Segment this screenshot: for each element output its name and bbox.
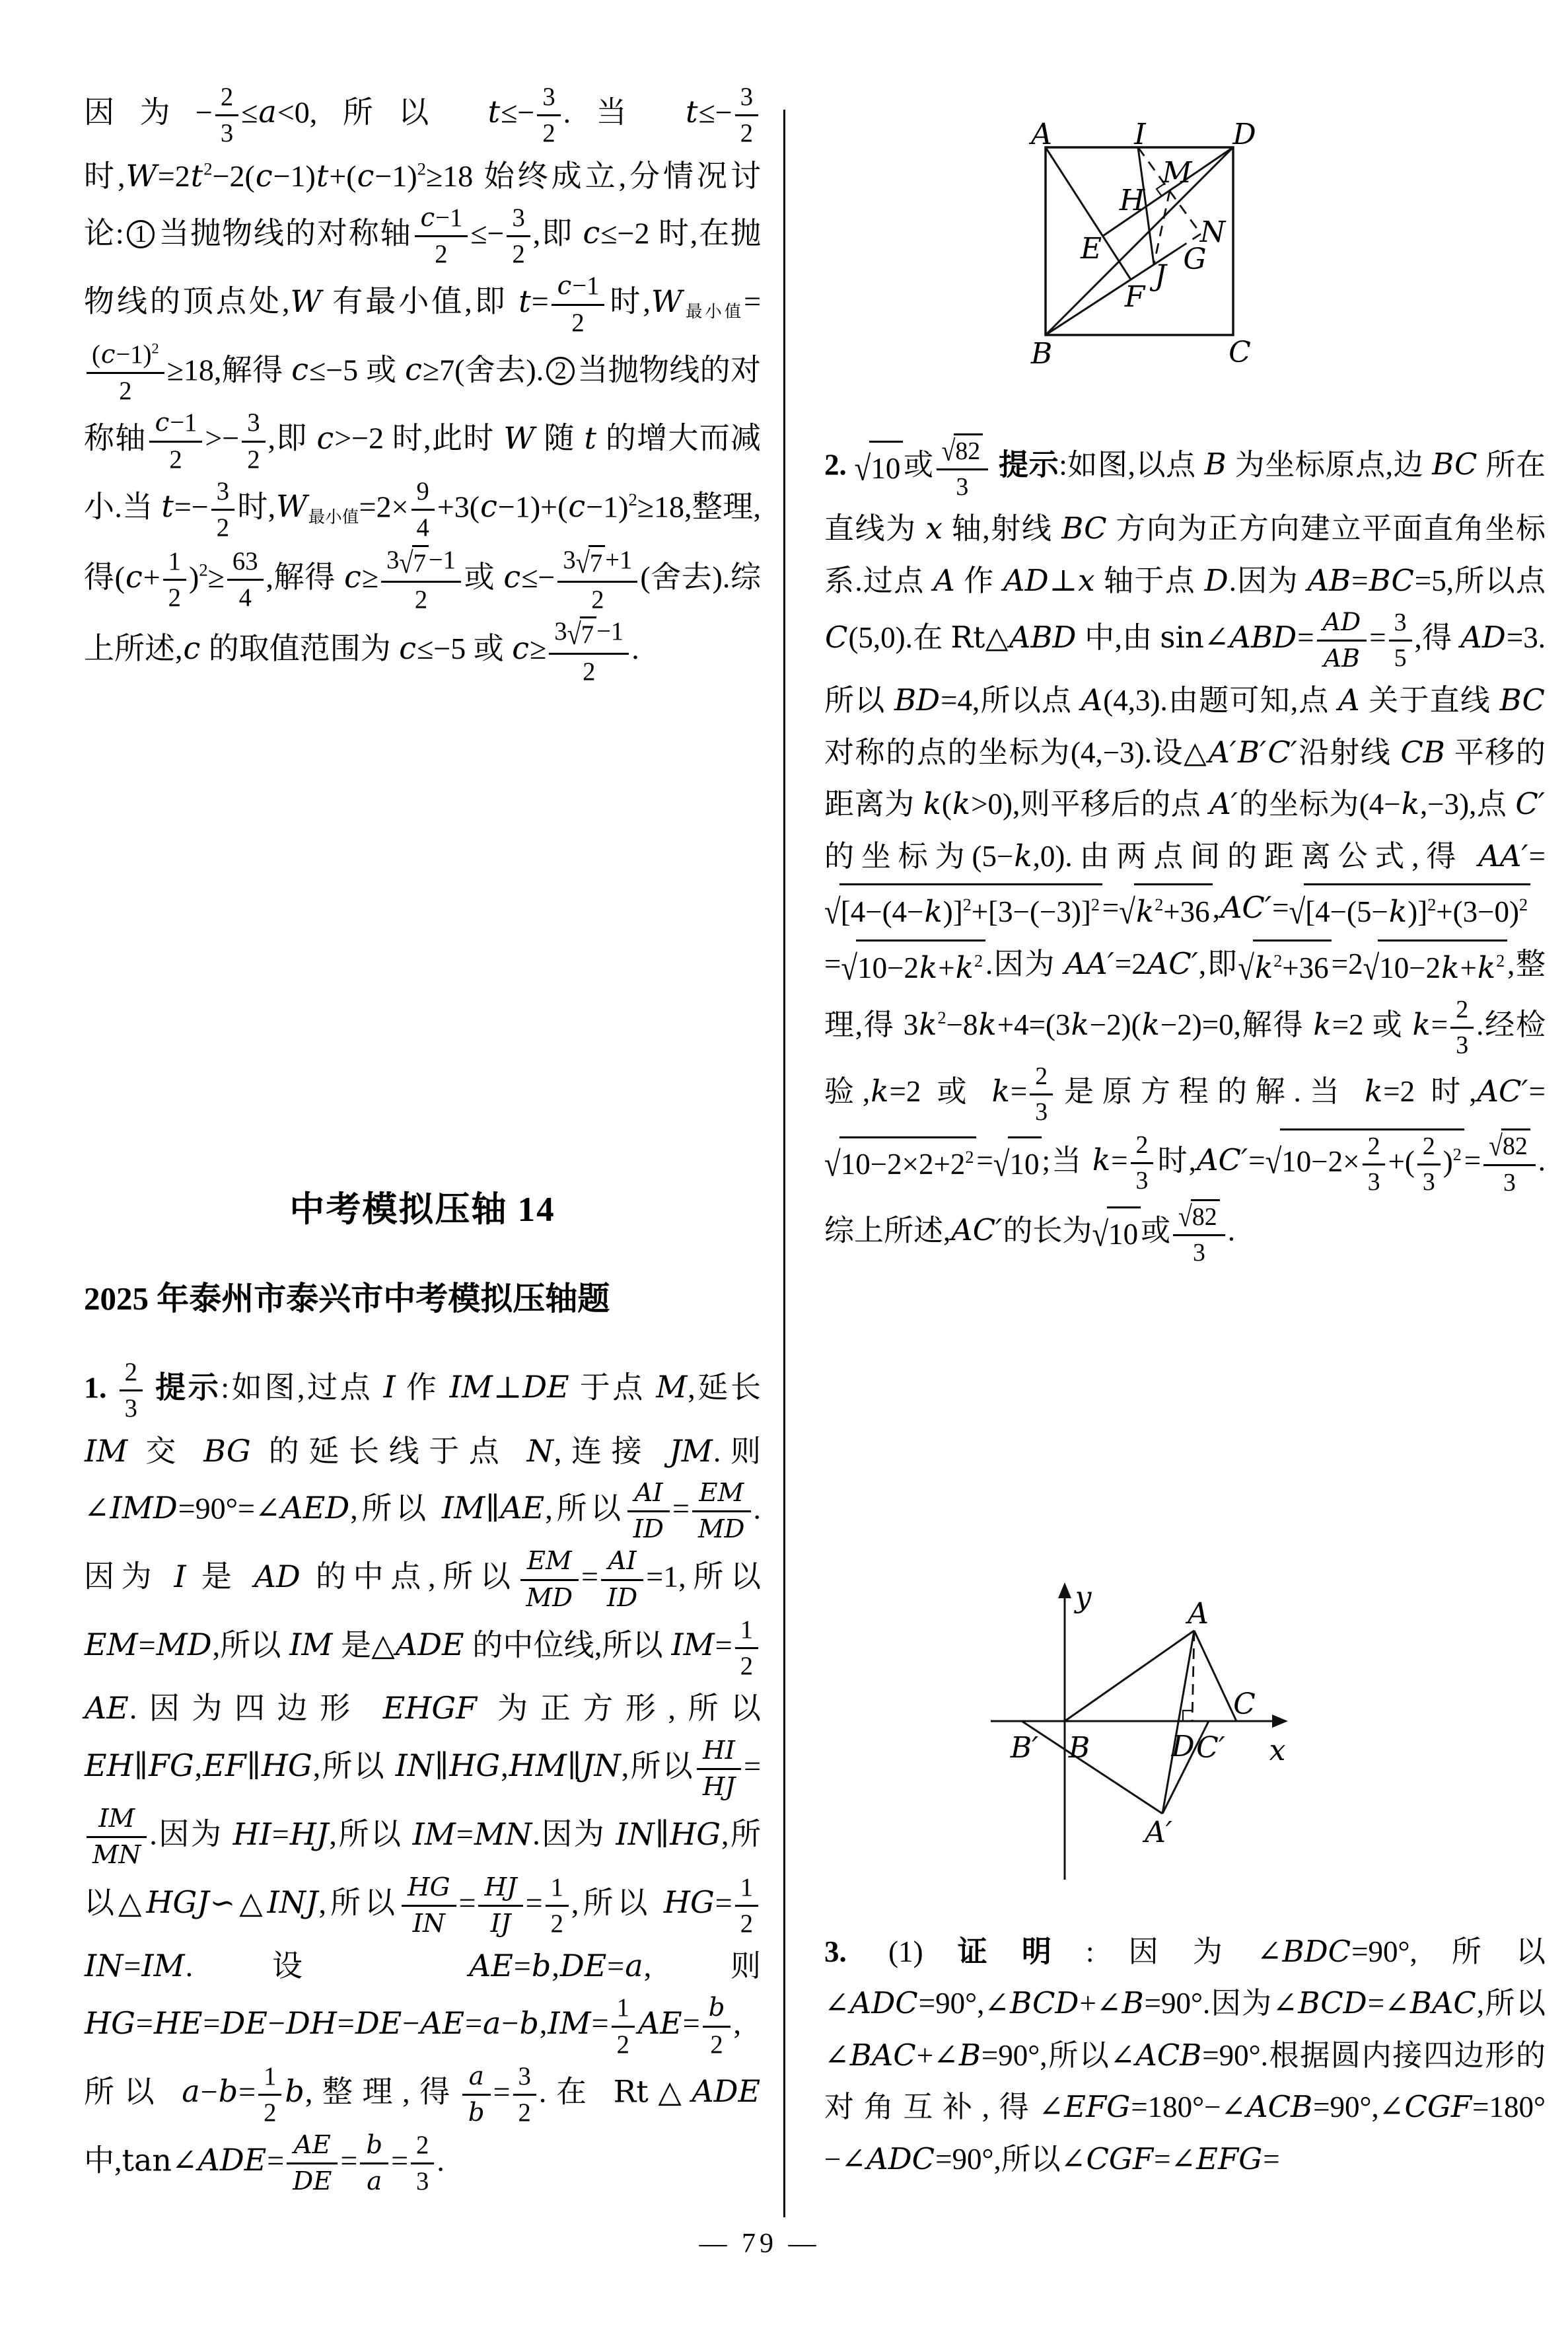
problem3-solution: 3. (1)证明:因为∠BDC=90°,所以∠ADC=90°,∠BCD+∠B=90°.因为∠BCD=∠BAC,所以∠BAC+∠B=90°,所以∠ACB=90°.根据圆内接四边形的对角互补,得∠EFG=180°−∠ACB=90°,∠CGF=180°−∠ADC=90°,所以∠CGF=∠EFG= bbox=[824, 1934, 1546, 2176]
problem2-solution: 2. √10或 $\frac{√82}{3}$ 提示:如图,以点 B 为坐标原点,边 BC 所在直线为 x 轴,射线 BC 方向为正方向建立平面直角坐标系.过点 A 作 AD⊥x 轴于点 D.因为 AB=BC=5,所以点 C(5,0).在 Rt△ABD 中,由 sin∠ABD= $\frac{AD}{AB}$ = $\frac{3}{5}$ ,得 AD=3.所以 BD=4,所以点 A(4,3).由题可知,点 A 关于直线 BC 对称的点的坐标为(4,−3).设△A′B′C′沿射线 CB 平移的距离为 k(k>0),则平移后的点 A′的坐标为(4−k,−3),点 C′的坐标为(5−k,0).由两点间的距离公式,得 $AA'=√[4-(4-k)]^2+[3-(-3)]^2=√k^2+36,AC'=√[4-(5-k)]^2+(3-0)^2=√10-2k+k^2$.因为 AA′=2AC′,即$√k^2+36=2√10-2k+k^2$,整理,得 $3k^2-8k+4=(3k-2)(k-2)=0$,解得 k=2 或 k= $\frac{2}{3}$ .经检验,k=2 或 k= $\frac{2}{3}$ 是原方程的解.当 k=2 时$,AC'=√10-2\times 2+2^2=√10$;当 k= $\frac{2}{3}$ 时,AC′=√10−2× $\frac{2}{3}$ +( $\frac{2}{3}$ )$^2$= $\frac{√82}{3}$ .综上所述,AC′的长为√10或 $\frac{√82}{3}$ . bbox=[824, 433, 1546, 1269]
right-column bbox=[824, 63, 1546, 2283]
section-heading: 中考模拟压轴 14 bbox=[289, 1191, 555, 1229]
fig2-label-x: x bbox=[1269, 1734, 1286, 1767]
right-angle-mark-D bbox=[1183, 1711, 1192, 1721]
fig1-label-J: J bbox=[1155, 259, 1166, 293]
fig2-label-A: A bbox=[1188, 1597, 1209, 1631]
right-angle-mark-M bbox=[1157, 184, 1164, 196]
fig1-label-B: B bbox=[1030, 337, 1053, 371]
fig1-label-A: A bbox=[1031, 118, 1052, 151]
fig2-label-B: B bbox=[1068, 1731, 1090, 1765]
exam-subtitle: 2025 年泰州市泰兴市中考模拟压轴题 bbox=[84, 1280, 610, 1317]
fig2-label-D: D bbox=[1171, 1730, 1195, 1763]
fig2-label-y: y bbox=[1075, 1580, 1092, 1614]
fig1-label-G: G bbox=[1183, 242, 1207, 276]
fig2-label-C: C bbox=[1233, 1687, 1256, 1721]
fig1-label-C: C bbox=[1229, 336, 1251, 369]
problem1-solution: 1. $\frac{2}{3}$ 提示:如图,过点 I 作 IM⊥DE 于点 M,延长 IM 交 BG 的延长线于点 N,连接 JM.则∠IMD=90°=∠AED,所以 IM∥AE,所以 $\frac{AI}{ID}$ = $\frac{EM}{MD}$ .因为 I 是 AD 的中点,所以 $\frac{EM}{MD}$ = $\frac{AI}{ID}$ =1,所以 EM=MD,所以 IM 是△ADE 的中位线,所以 IM= $\frac{1}{2}$ AE.因为四边形 EHGF 为正方形,所以 EH∥FG,EF∥HG,所以 IN∥HG,HM∥JN,所以 $\frac{HI}{HJ}$ = $\frac{IM}{MN}$ .因为 HI=HJ,所以 IM=MN.因为 IN∥HG,所以△HGJ∽△INJ,所以 $\frac{HG}{IN}$ = $\frac{HJ}{IJ}$ = $\frac{1}{2}$ ,所以 HG= $\frac{1}{2}$ IN=IM.设 AE=b,DE=a,则 HG=HE=DE−DH=DE−AE=a−b,IM= $\frac{1}{2}$ AE= $\frac{b}{2}$ ,所以 a−b= $\frac{1}{2}$ b,整理,得 $\frac{a}{b}$ = $\frac{3}{2}$ .在 Rt△ADE 中,tan∠ADE= $\frac{AE}{DE}$ = $\frac{b}{a}$ = $\frac{2}{3}$ . bbox=[84, 1356, 761, 2197]
left-column bbox=[84, 63, 761, 2270]
column-divider-rule bbox=[783, 110, 785, 2217]
fig2-label-C-prime: C′ bbox=[1196, 1731, 1225, 1765]
figure2-coordinate-diagram bbox=[991, 1580, 1288, 1880]
fig1-label-D: D bbox=[1232, 118, 1256, 151]
fig1-label-F: F bbox=[1124, 280, 1145, 314]
fig1-label-H: H bbox=[1119, 184, 1145, 217]
solution-continuation-paragraph: 因为− $\frac{2}{3}$ ≤a<0,所以 t≤− $\frac{3}{2}$ .当 t≤− $\frac{3}{2}$ 时$,W=2t^2-2(c-1)t+(c-1)^2\ge 18$ 始终成立,分情况讨论: 1 当抛物线的对称轴 $\frac{c-1}{2}$ ≤− $\frac{3}{2}$ ,即 c≤−2 时,在抛物线的顶点处,W 有最小值,即 t= $\frac{c-1}{2}$ 时$,W_{最小值}=$ $\frac{(c-1)^2}{2}$ ≥18,解得 c≤−5 或 c≥7(舍去). 2 当抛物线的对称轴 $\frac{c-1}{2}$ >− $\frac{3}{2}$ ,即 c>−2 时,此时 W 随 t 的增大而减小.当 t=− $\frac{3}{2}$ 时$,W_{最小值}=2\times$ $\frac{9}{4}$ $+3(c-1)+(c-1)^2\ge 18$,整理,得(c+ $\frac{1}{2}$ )$^2$≥ $\frac{63}{4}$ ,解得 c≥ $\frac{3√7 -1}{2}$ 或 c≤− $\frac{3√7 +1}{2}$ (舍去).综上所述,c 的取值范围为 c≤−5 或 c≥ $\frac{3√7 -1}{2}$ . bbox=[84, 81, 761, 688]
fig1-label-M: M bbox=[1162, 156, 1192, 190]
fig1-label-N: N bbox=[1199, 215, 1226, 249]
fig1-label-I: I bbox=[1134, 118, 1146, 151]
fig1-label-E: E bbox=[1080, 232, 1102, 266]
figure1-square-diagram bbox=[1028, 118, 1256, 371]
fig2-label-B-prime: B′ bbox=[1010, 1731, 1039, 1765]
page-number: — 79 — bbox=[699, 2229, 820, 2259]
fig2-label-A-prime: A′ bbox=[1145, 1816, 1172, 1849]
